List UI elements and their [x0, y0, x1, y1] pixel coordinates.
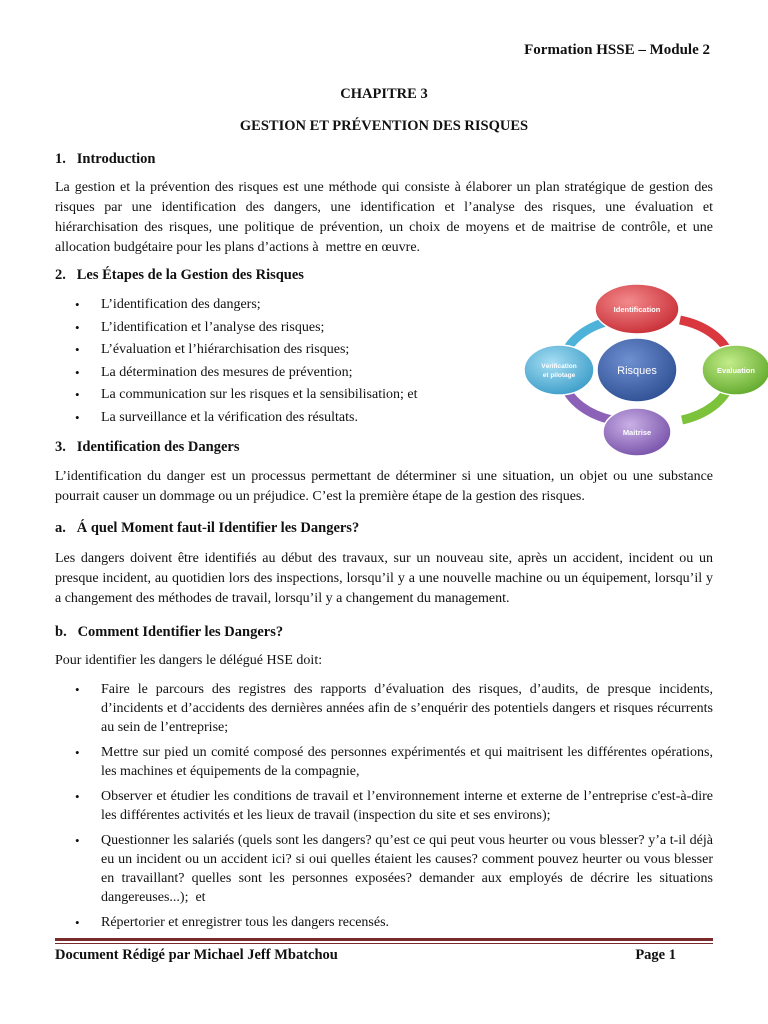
introduction-paragraph: La gestion et la prévention des risques est une méthode qui consiste à élaborer un plan stratégique de gestion des risques par une identification des dangers, une identification et l’analyse des risques, une évaluation et hiérarchisation des risques, une politique de prévention, un choix de moyens et de maitrise de contrôle, et une allocation budgétaire pour les plans d’actions à mettre en œuvre. — [55, 180, 713, 255]
identification-paragraph: L’identification du danger est un processus permettant de déterminer si une situation, un objet ou une substance pourrait causer un dommage ou un préjudice. C’est la première étape de la gestion des risques. — [55, 469, 713, 504]
list-item: • La surveillance et la vérification des résultats. — [55, 407, 418, 430]
node-evaluation-label: Evaluation — [717, 366, 755, 375]
steps-list — [55, 294, 418, 429]
list-item: • L’identification des dangers; — [55, 294, 418, 317]
list-item: • Questionner les salariés (quels sont les dangers? qu’est ce qui peut vous heurter ou vous blesser? y’a t-il déjà eu un incident ou un accident ici? si oui quelles étaient les causes? comment pouvez heurter ou vous blesser en travaillant? quelles sont les personnes exposées? demander aux employés de décrire les situations dangereuses...); et — [55, 831, 713, 907]
page-number: Page 1 — [635, 947, 676, 963]
when-paragraph: Les dangers doivent être identifiés au début des travaux, sur un nouveau site, après un accident, incident ou un presque incident, au quotidien lors des inspections, lorsqu’il y a une nouvelle machine ou un équipement, lorsqu’il y a changement des méthodes de travail, lorsqu’il y a changement du management. — [55, 551, 713, 606]
heading-when: a. Á quel Moment faut-il Identifier les Dangers? — [55, 520, 360, 536]
footer-divider-thin — [55, 943, 713, 944]
how-list — [55, 680, 713, 938]
risk-cycle-diagram — [522, 282, 768, 458]
heading-steps: 2. Les Étapes de la Gestion des Risques — [55, 267, 304, 283]
node-verification-label-1: Vérification — [541, 363, 577, 370]
list-item: • Observer et étudier les conditions de travail et l’environnement interne et externe de l’entreprise c'est-à-dire les différentes activités et les lieux de travail (inspection du site et ses environs); — [55, 787, 713, 825]
chapter-label: CHAPITRE 3 — [340, 86, 428, 102]
heading-introduction: 1. Introduction — [55, 151, 156, 167]
list-item: • La communication sur les risques et la sensibilisation; et — [55, 384, 418, 407]
footer-divider — [55, 938, 713, 941]
list-item: • Faire le parcours des registres des rapports d’évaluation des risques, d’audits, de presque incidents, d’incidents et d’accidents des dernières années afin de s’enquérir des potentiels dangers et risques récurrents au sein de l’entreprise; — [55, 680, 713, 737]
node-maitrise-label: Maitrise — [622, 428, 652, 437]
center-label: Risques — [617, 365, 657, 377]
list-item: • L’identification et l’analyse des risques; — [55, 317, 418, 340]
heading-how: b. Comment Identifier les Dangers? — [55, 624, 284, 640]
node-verification-label-2: et pilotage — [542, 372, 576, 379]
document-header: Formation HSSE – Module 2 — [524, 42, 710, 58]
chapter-title: GESTION ET PRÉVENTION DES RISQUES — [239, 118, 529, 134]
list-item: • Répertorier et enregistrer tous les dangers recensés. — [55, 913, 713, 932]
list-item: • Mettre sur pied un comité composé des personnes expérimentés et qui maitrisent les différentes opérations, les machines et équipements de la compagnie, — [55, 743, 713, 781]
node-verification — [524, 345, 594, 395]
heading-identification: 3. Identification des Dangers — [55, 439, 240, 455]
footer-author: Document Rédigé par Michael Jeff Mbatchou — [55, 947, 338, 963]
node-identification-label: Identification — [613, 305, 661, 314]
how-intro: Pour identifier les dangers le délégué HSE doit: — [55, 653, 323, 668]
list-item: • La détermination des mesures de prévention; — [55, 362, 418, 385]
list-item: • L’évaluation et l’hiérarchisation des risques; — [55, 339, 418, 362]
